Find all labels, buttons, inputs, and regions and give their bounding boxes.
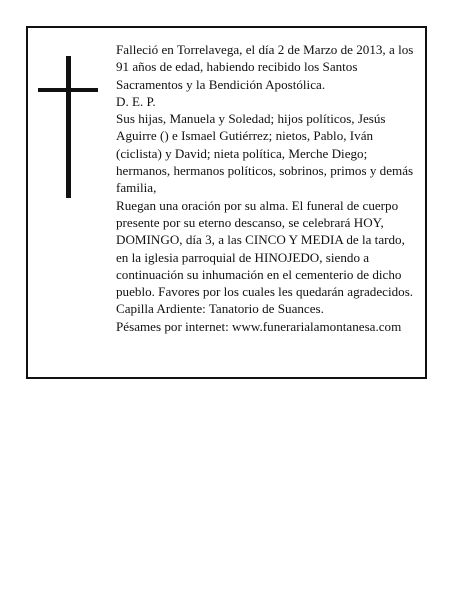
- service-details: Ruegan una oración por su alma. El funeral de cuerpo presente por su eterno descanso, se celebrará HOY, DOMINGO, día 3, a las CINCO Y MEDIA de la tardo, en la iglesia parroquial de HINOJEDO, siendo a continuación su inhumación en el cementerio de dicho pueblo. Favores por los cuales les quedarán agradecidos. Capilla Ardiente: Tanatorio de Suances.: [116, 197, 414, 317]
- cross-icon: [38, 56, 98, 198]
- rip-line: D. E. P.: [116, 93, 156, 109]
- condolences-line: Pésames por internet: www.funerarialamontanesa.com: [116, 318, 402, 334]
- obituary-notice: [26, 26, 427, 379]
- cross-vertical-bar: [66, 56, 71, 198]
- notice-body: [116, 41, 416, 335]
- family-paragraph: Sus hijas, Manuela y Soledad; hijos políticos, Jesús Aguirre () e Ismael Gutiérrez; nietos, Pablo, Iván (ciclista) y David; nieta política, Merche Diego; hermanos, hermanos políticos, sobrinos, primos y demás familia,: [116, 111, 414, 196]
- death-statement: Falleció en Torrelavega, el día 2 de Marzo de 2013, a los 91 años de edad, habiendo recibido los Santos Sacramentos y la Bendición Apostólica.: [116, 42, 414, 92]
- cross-horizontal-bar: [38, 88, 98, 92]
